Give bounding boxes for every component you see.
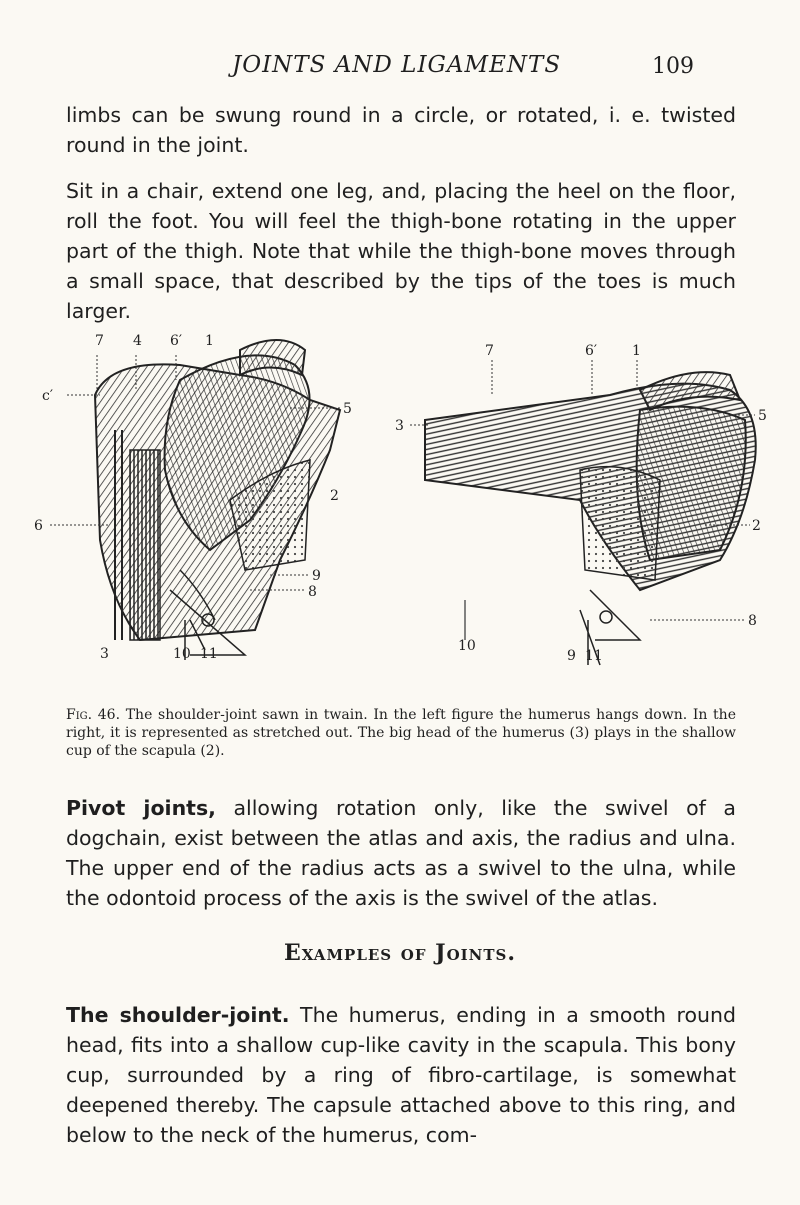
- left-shoulder-drawing: [34, 333, 352, 662]
- label-5-left: 5: [343, 401, 352, 417]
- paragraph-4-text: The humerus, ending in a smooth round head, fits into a shallow cup-like cavity in the scapula. This bony cup, surrounded by a ring of fibro-cartilage, is somewhat deepened thereby. The capsule attached above to this ring, and below to the neck of the humerus, com-: [66, 1003, 737, 1147]
- label-6-left: 6: [34, 518, 43, 534]
- section-heading: Examples of Joints.: [283, 940, 517, 966]
- label-3-left: 3: [100, 646, 109, 662]
- paragraph-3-lead: Pivot joints,: [66, 796, 216, 820]
- label-2-left: 2: [330, 488, 339, 504]
- label-2-right: 2: [752, 518, 761, 534]
- label-11-right: 11: [585, 648, 603, 664]
- label-9-right: 9: [567, 648, 576, 664]
- page-number: 109: [652, 54, 694, 79]
- paragraph-2: Sit in a chair, extend one leg, and, placing the heel on the floor, roll the foot. You will feel the thigh-bone rotating in the upper part of the thigh. Note that while the thigh-bone moves through a small space, that described by the tips of the toes is much larger.: [66, 179, 736, 323]
- label-1-left: 1: [205, 333, 214, 349]
- label-7-right: 7: [485, 343, 494, 359]
- shoulder-joint-illustration: [34, 320, 770, 682]
- label-3-right: 3: [395, 418, 404, 434]
- label-1-right: 1: [632, 343, 641, 359]
- label-7-left: 7: [95, 333, 104, 349]
- label-8-left: 8: [308, 584, 317, 600]
- caption-text: The shoulder-joint sawn in twain. In the left figure the humerus hangs down. In the right, it is represented as stretched out. The big head of the humerus (3) plays in the shallow cup of the scapula (2).: [66, 707, 736, 759]
- label-10-left: 10: [173, 646, 191, 662]
- running-title: JOINTS AND LIGAMENTS: [232, 52, 562, 78]
- figure-shoulder-joint: [34, 320, 770, 682]
- right-shoulder-drawing: [395, 343, 767, 665]
- label-5-right: 5: [758, 408, 767, 424]
- running-head: [0, 52, 800, 86]
- label-6p-right: 6′: [585, 343, 598, 359]
- label-4-left: 4: [133, 333, 142, 349]
- paragraph-4: [66, 1000, 736, 1150]
- label-8-right: 8: [748, 613, 757, 629]
- label-c-left: c′: [42, 388, 54, 404]
- label-10-right: 10: [458, 638, 476, 654]
- label-9-left: 9: [312, 568, 321, 584]
- paragraph-4-lead: The shoulder-joint.: [66, 1003, 290, 1027]
- label-11-left: 11: [200, 646, 218, 662]
- paragraph-1: limbs can be swung round in a circle, or rotated, i. e. twisted round in the joint.: [66, 103, 736, 157]
- paragraph-3-text: allowing rotation only, like the swivel of a dogchain, exist between the atlas and axis, the radius and ulna. The upper end of the radius acts as a swivel to the ulna, while the odontoid process of the axis is the swivel of the atlas.: [66, 796, 736, 910]
- paragraph-3: [66, 793, 736, 913]
- caption-label: Fig. 46.: [66, 707, 121, 723]
- label-6p-left: 6′: [170, 333, 183, 349]
- figure-caption: [66, 706, 736, 760]
